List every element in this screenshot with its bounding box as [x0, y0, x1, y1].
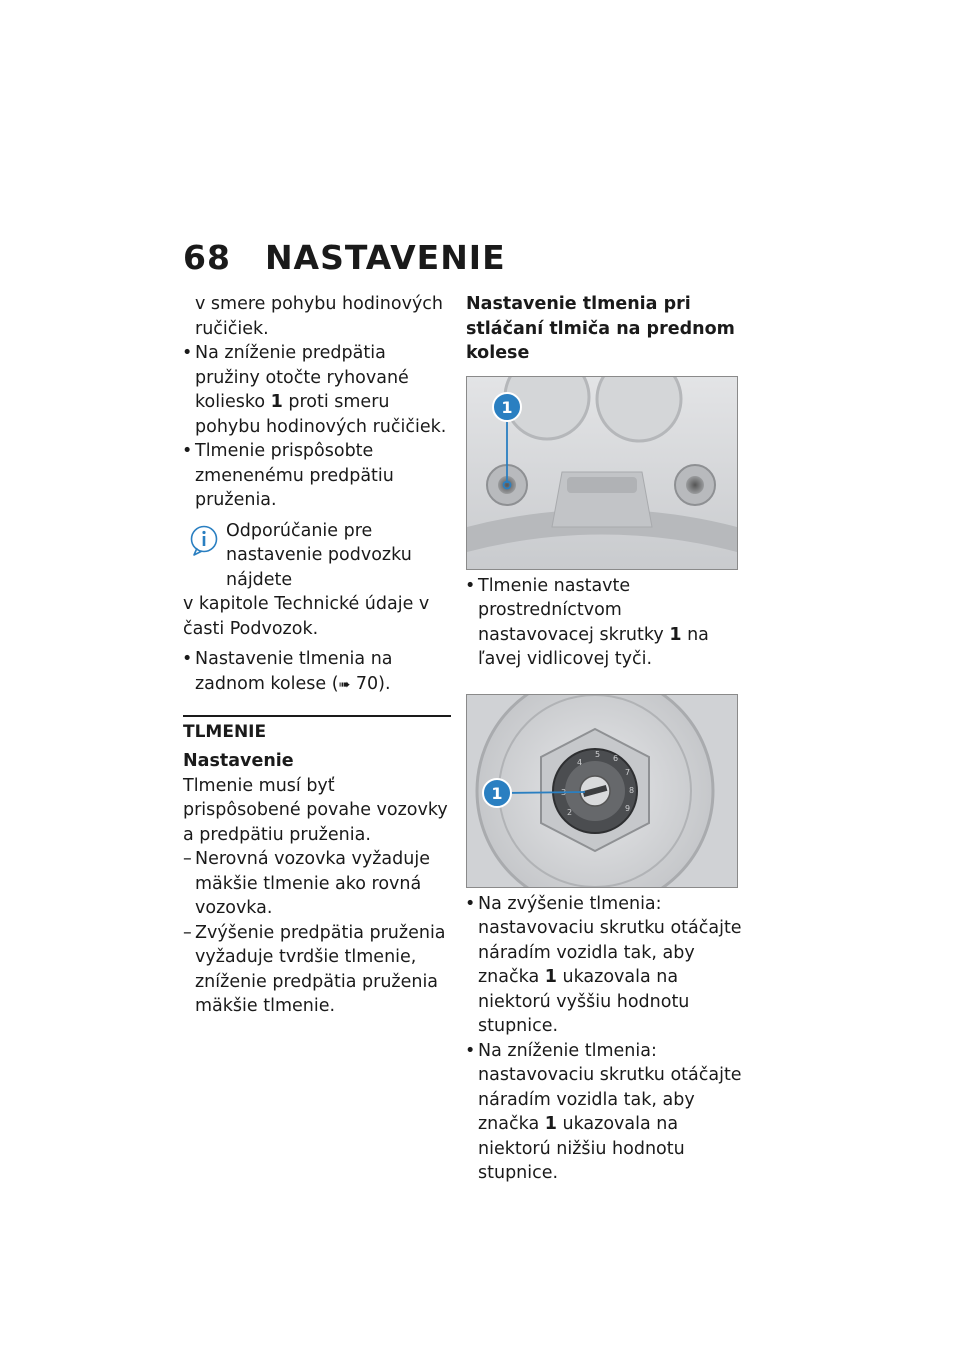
list-item: • Tlmenie nastavte prostredníctvom nastavovacej skrutky 1 na ľavej vidlicovej tyči.	[466, 574, 742, 672]
list-item: • Tlmenie prispôsobte zmenenému predpätiu pruženia.	[183, 439, 451, 513]
svg-text:6: 6	[613, 753, 619, 763]
note-text: Odporúčanie pre nastavenie podvozku nájdete	[226, 520, 412, 590]
info-icon	[189, 524, 219, 558]
page-header	[183, 238, 506, 277]
info-note	[183, 519, 451, 642]
callout-label: 1	[501, 397, 513, 417]
list-item: • Na zníženie predpätia pružiny otočte ryhované koliesko 1 proti smeru pohybu hodinových ručičiek.	[183, 341, 451, 439]
svg-text:2: 2	[567, 807, 573, 817]
callout-ref: 1	[544, 1114, 557, 1134]
callout-label: 1	[491, 783, 503, 803]
bullet-list-right-1	[466, 574, 742, 672]
right-column	[466, 292, 742, 1186]
photo-adjuster-screw	[467, 695, 737, 887]
continued-text: v smere pohybu hodinových ručičiek.	[195, 294, 444, 339]
callout-ref: 1	[544, 967, 557, 987]
body-text: Tlmenie musí byť prispôsobené povahe vozovky a predpätiu pruženia.	[183, 775, 448, 845]
dash-list	[183, 847, 451, 1019]
page-ref-arrow-icon: ➠	[338, 676, 351, 693]
list-item: – Nerovná vozovka vyžaduje mäkšie tlmenie ako rovná vozovka.	[183, 847, 451, 921]
bullet-list-left-2	[183, 647, 451, 697]
bullet-list-right-2	[466, 892, 742, 1186]
bullet-list-left	[183, 341, 451, 513]
svg-text:5: 5	[595, 749, 601, 759]
sub-heading: Nastavenie tlmenia pri stláčaní tlmiča na prednom kolese	[466, 294, 735, 363]
note-text-cont: v kapitole Technické údaje v časti Podvozok.	[183, 594, 430, 639]
page-ref-link[interactable]: 70).	[350, 673, 391, 694]
callout-ref: 1	[270, 392, 283, 412]
photo-handlebar-instruments	[467, 377, 737, 569]
callout-ref: 1	[669, 624, 682, 645]
list-item: • Nastavenie tlmenia na zadnom kolese (➠ 70).	[183, 647, 451, 697]
figure-adjuster-closeup	[466, 694, 738, 888]
svg-text:4: 4	[577, 757, 583, 767]
page-number: 68	[183, 238, 231, 277]
page-title: NASTAVENIE	[264, 238, 506, 277]
svg-text:8: 8	[629, 785, 635, 795]
list-item: – Zvýšenie predpätia pruženia vyžaduje tvrdšie tlmenie, zníženie predpätia pruženia mäkšie tlmenie.	[183, 921, 451, 1019]
sub-title: Nastavenie	[183, 751, 294, 771]
left-column	[183, 292, 451, 1019]
list-item: • Na zvýšenie tlmenia: nastavovaciu skrutku otáčajte náradím vozidla tak, aby značka 1 ukazovala na niektorú vyššiu hodnotu stupnice.	[466, 892, 742, 1039]
figure-handlebar-adjuster	[466, 376, 738, 570]
section-title: TLMENIE	[183, 722, 267, 742]
svg-text:7: 7	[625, 767, 631, 777]
svg-text:9: 9	[625, 803, 631, 813]
section-divider	[183, 715, 451, 717]
list-item: • Na zníženie tlmenia: nastavovaciu skrutku otáčajte náradím vozidla tak, aby značka 1 ukazovala na niektorú nižšiu hodnotu stupnice.	[466, 1039, 742, 1186]
